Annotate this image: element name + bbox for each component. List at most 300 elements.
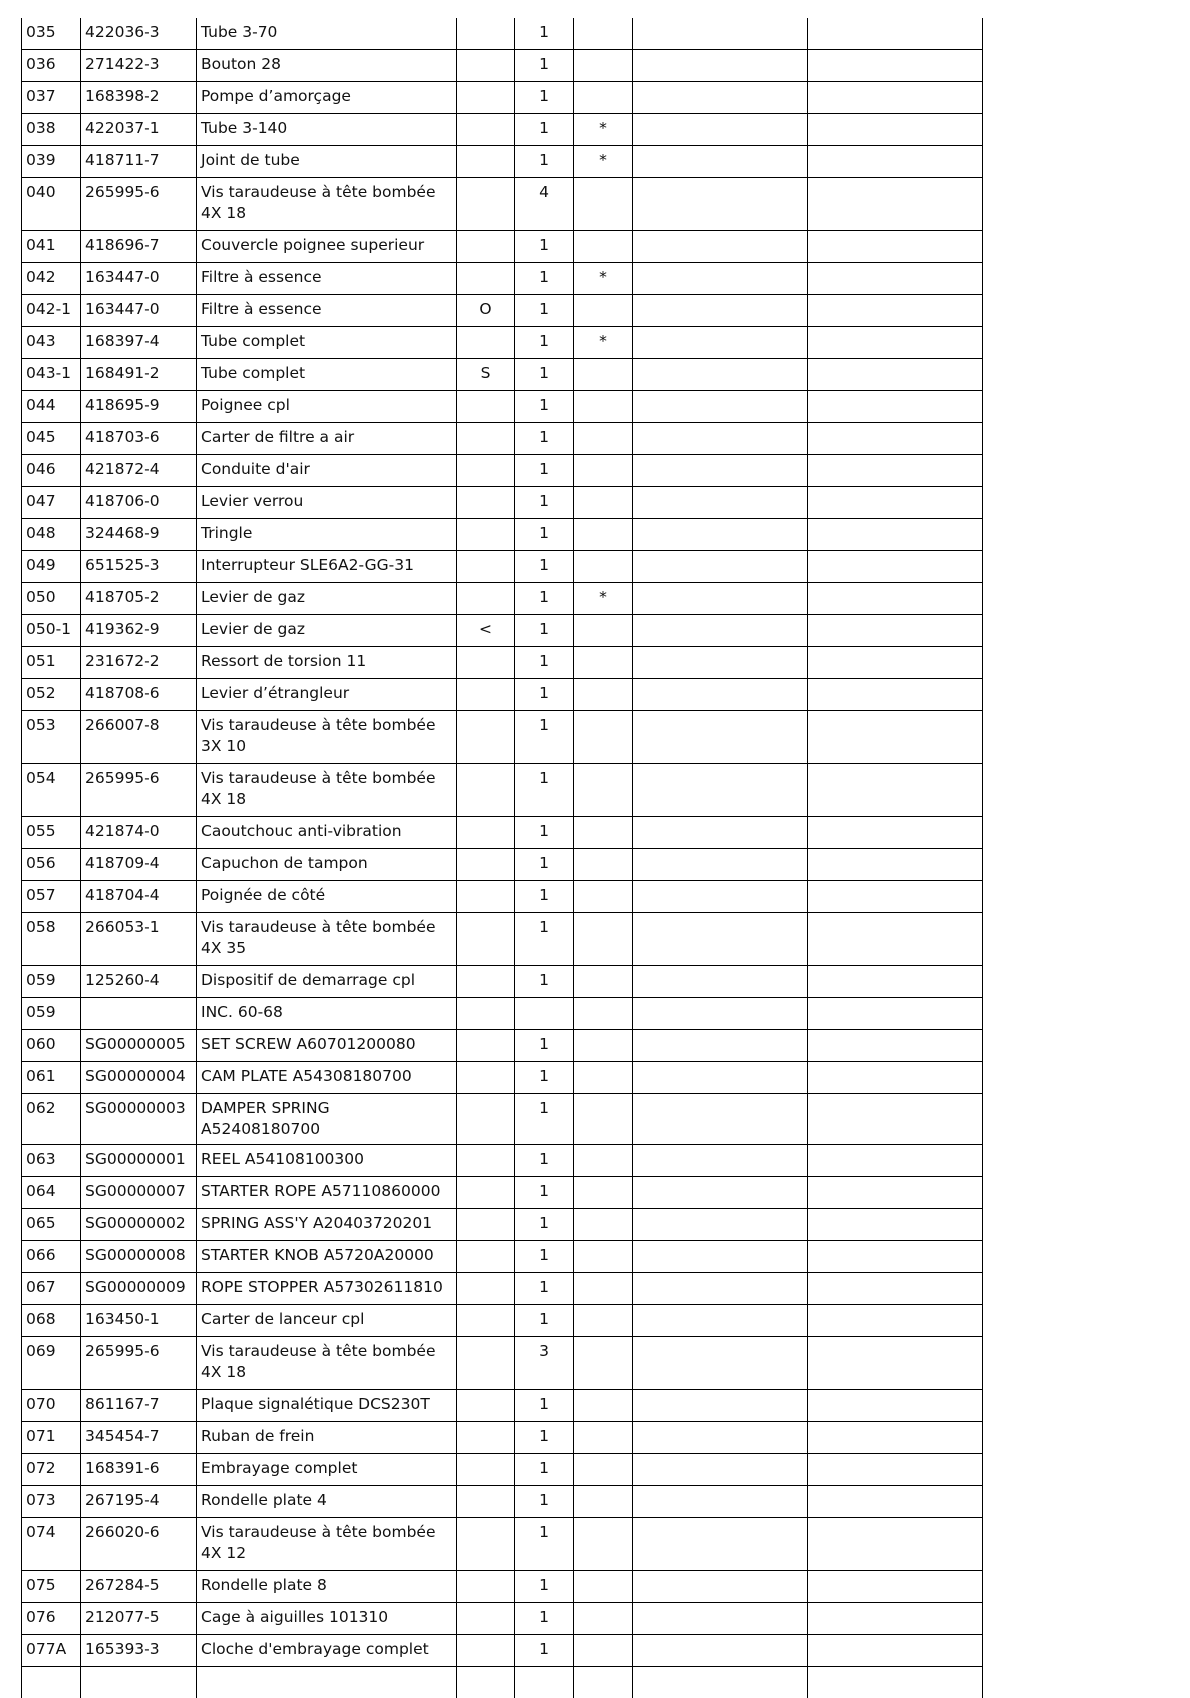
cell-extra-1 <box>633 455 808 487</box>
cell-mark <box>457 487 515 519</box>
cell-description: Tube 3-70 <box>197 18 457 50</box>
table-row <box>22 1305 983 1337</box>
cell-description: STARTER ROPE A57110860000 <box>197 1177 457 1209</box>
cell-extra-2 <box>808 295 983 327</box>
cell-item-no: 064 <box>22 1177 81 1209</box>
cell-qty: 1 <box>515 615 574 647</box>
cell-mark <box>457 178 515 231</box>
cell-item-no: 073 <box>22 1486 81 1518</box>
cell-extra-1 <box>633 1062 808 1094</box>
cell-item-no: 043 <box>22 327 81 359</box>
cell-description: Couvercle poignee superieur <box>197 231 457 263</box>
cell-star <box>574 764 633 817</box>
cell-description: Ressort de torsion 11 <box>197 647 457 679</box>
cell-extra-1 <box>633 1571 808 1603</box>
table-row <box>22 1273 983 1305</box>
cell-item-no: 049 <box>22 551 81 583</box>
cell-part-ref: 165393-3 <box>81 1635 197 1667</box>
cell-qty: 1 <box>515 1062 574 1094</box>
cell-qty <box>515 1667 574 1698</box>
cell-star <box>574 1390 633 1422</box>
cell-description: Cage à aiguilles 101310 <box>197 1603 457 1635</box>
cell-part-ref: SG00000008 <box>81 1241 197 1273</box>
cell-description: Filtre à essence <box>197 295 457 327</box>
cell-part-ref: 418705-2 <box>81 583 197 615</box>
cell-extra-1 <box>633 1422 808 1454</box>
cell-extra-1 <box>633 423 808 455</box>
cell-qty: 1 <box>515 1518 574 1571</box>
cell-qty: 3 <box>515 1337 574 1390</box>
cell-qty: 1 <box>515 583 574 615</box>
parts-list-sheet <box>21 18 983 1698</box>
cell-description <box>197 1667 457 1698</box>
cell-mark <box>457 1518 515 1571</box>
cell-part-ref: 168397-4 <box>81 327 197 359</box>
cell-extra-2 <box>808 359 983 391</box>
cell-star <box>574 487 633 519</box>
cell-description: Levier de gaz <box>197 583 457 615</box>
cell-part-ref: 168391-6 <box>81 1454 197 1486</box>
cell-extra-2 <box>808 1454 983 1486</box>
cell-item-no: 058 <box>22 913 81 966</box>
table-row <box>22 487 983 519</box>
cell-item-no: 063 <box>22 1145 81 1177</box>
cell-extra-2 <box>808 1603 983 1635</box>
table-row <box>22 1454 983 1486</box>
cell-qty: 1 <box>515 519 574 551</box>
cell-mark <box>457 18 515 50</box>
cell-item-no: 040 <box>22 178 81 231</box>
table-row <box>22 817 983 849</box>
cell-star <box>574 1667 633 1698</box>
cell-item-no: 065 <box>22 1209 81 1241</box>
cell-qty: 1 <box>515 82 574 114</box>
cell-extra-1 <box>633 711 808 764</box>
cell-mark <box>457 817 515 849</box>
cell-item-no: 055 <box>22 817 81 849</box>
cell-description: Ruban de frein <box>197 1422 457 1454</box>
cell-part-ref: 265995-6 <box>81 764 197 817</box>
cell-description: Joint de tube <box>197 146 457 178</box>
cell-extra-2 <box>808 1635 983 1667</box>
cell-extra-1 <box>633 487 808 519</box>
cell-mark <box>457 1454 515 1486</box>
cell-part-ref: 419362-9 <box>81 615 197 647</box>
cell-extra-2 <box>808 263 983 295</box>
cell-mark <box>457 1094 515 1145</box>
cell-qty: 1 <box>515 881 574 913</box>
cell-extra-1 <box>633 1486 808 1518</box>
cell-mark <box>457 1603 515 1635</box>
table-row <box>22 50 983 82</box>
cell-description: CAM PLATE A54308180700 <box>197 1062 457 1094</box>
cell-mark <box>457 551 515 583</box>
table-row <box>22 615 983 647</box>
cell-qty: 1 <box>515 1209 574 1241</box>
cell-star <box>574 519 633 551</box>
cell-mark <box>457 231 515 263</box>
cell-extra-2 <box>808 679 983 711</box>
cell-extra-2 <box>808 849 983 881</box>
cell-star <box>574 1454 633 1486</box>
cell-part-ref: 125260-4 <box>81 966 197 998</box>
cell-item-no: 057 <box>22 881 81 913</box>
cell-extra-2 <box>808 423 983 455</box>
cell-description: STARTER KNOB A5720A20000 <box>197 1241 457 1273</box>
cell-extra-2 <box>808 1518 983 1571</box>
cell-star <box>574 1603 633 1635</box>
cell-qty: 1 <box>515 50 574 82</box>
cell-part-ref: SG00000002 <box>81 1209 197 1241</box>
cell-description: SET SCREW A60701200080 <box>197 1030 457 1062</box>
cell-mark <box>457 1571 515 1603</box>
cell-extra-1 <box>633 1273 808 1305</box>
cell-extra-1 <box>633 998 808 1030</box>
cell-star <box>574 1273 633 1305</box>
cell-extra-1 <box>633 391 808 423</box>
cell-qty: 1 <box>515 679 574 711</box>
cell-extra-1 <box>633 1145 808 1177</box>
cell-mark <box>457 711 515 764</box>
cell-star <box>574 1177 633 1209</box>
cell-qty: 1 <box>515 1241 574 1273</box>
cell-item-no: 035 <box>22 18 81 50</box>
cell-mark <box>457 391 515 423</box>
cell-extra-2 <box>808 178 983 231</box>
cell-extra-1 <box>633 849 808 881</box>
cell-extra-2 <box>808 1337 983 1390</box>
cell-qty: 1 <box>515 849 574 881</box>
cell-part-ref: 168398-2 <box>81 82 197 114</box>
cell-qty: 1 <box>515 1094 574 1145</box>
cell-extra-1 <box>633 1337 808 1390</box>
cell-qty: 1 <box>515 114 574 146</box>
cell-part-ref: 345454-7 <box>81 1422 197 1454</box>
cell-part-ref: 418704-4 <box>81 881 197 913</box>
cell-item-no: 046 <box>22 455 81 487</box>
cell-mark <box>457 1062 515 1094</box>
cell-star <box>574 295 633 327</box>
cell-mark <box>457 327 515 359</box>
cell-item-no: 067 <box>22 1273 81 1305</box>
cell-qty: 1 <box>515 263 574 295</box>
table-row <box>22 263 983 295</box>
cell-item-no: 071 <box>22 1422 81 1454</box>
table-row <box>22 82 983 114</box>
cell-item-no: 056 <box>22 849 81 881</box>
cell-item-no: 039 <box>22 146 81 178</box>
cell-mark <box>457 764 515 817</box>
table-row <box>22 1177 983 1209</box>
cell-qty: 1 <box>515 18 574 50</box>
cell-qty: 1 <box>515 647 574 679</box>
cell-qty: 1 <box>515 146 574 178</box>
cell-description: Vis taraudeuse à tête bombée 4X 18 <box>197 764 457 817</box>
cell-description: Poignee cpl <box>197 391 457 423</box>
cell-extra-2 <box>808 647 983 679</box>
cell-star <box>574 178 633 231</box>
cell-part-ref: 324468-9 <box>81 519 197 551</box>
cell-extra-2 <box>808 881 983 913</box>
cell-star <box>574 359 633 391</box>
table-row <box>22 18 983 50</box>
table-row <box>22 1209 983 1241</box>
table-row <box>22 881 983 913</box>
cell-mark <box>457 1209 515 1241</box>
cell-qty: 1 <box>515 295 574 327</box>
cell-part-ref: 266053-1 <box>81 913 197 966</box>
cell-part-ref: 163447-0 <box>81 263 197 295</box>
cell-part-ref: 418709-4 <box>81 849 197 881</box>
cell-part-ref: SG00000004 <box>81 1062 197 1094</box>
cell-star <box>574 1337 633 1390</box>
cell-mark <box>457 1030 515 1062</box>
cell-extra-2 <box>808 391 983 423</box>
cell-description: Rondelle plate 4 <box>197 1486 457 1518</box>
cell-extra-2 <box>808 1241 983 1273</box>
cell-item-no <box>22 1667 81 1698</box>
cell-qty: 1 <box>515 487 574 519</box>
cell-item-no: 053 <box>22 711 81 764</box>
cell-extra-2 <box>808 1145 983 1177</box>
cell-qty: 1 <box>515 327 574 359</box>
cell-item-no: 062 <box>22 1094 81 1145</box>
cell-extra-2 <box>808 487 983 519</box>
table-row <box>22 1390 983 1422</box>
cell-qty: 1 <box>515 1177 574 1209</box>
cell-extra-2 <box>808 1094 983 1145</box>
cell-extra-1 <box>633 359 808 391</box>
cell-part-ref: 265995-6 <box>81 178 197 231</box>
cell-extra-1 <box>633 583 808 615</box>
cell-part-ref <box>81 1667 197 1698</box>
cell-star <box>574 1422 633 1454</box>
cell-star <box>574 1571 633 1603</box>
table-row <box>22 764 983 817</box>
table-row <box>22 583 983 615</box>
cell-description: Dispositif de demarrage cpl <box>197 966 457 998</box>
cell-qty: 1 <box>515 764 574 817</box>
cell-mark <box>457 881 515 913</box>
cell-description: Caoutchouc anti-vibration <box>197 817 457 849</box>
cell-item-no: 043-1 <box>22 359 81 391</box>
cell-item-no: 045 <box>22 423 81 455</box>
cell-item-no: 059 <box>22 966 81 998</box>
table-row <box>22 146 983 178</box>
cell-star <box>574 849 633 881</box>
cell-extra-2 <box>808 50 983 82</box>
cell-part-ref: 418703-6 <box>81 423 197 455</box>
cell-description: Pompe d’amorçage <box>197 82 457 114</box>
cell-mark <box>457 966 515 998</box>
table-row <box>22 1486 983 1518</box>
cell-star: * <box>574 263 633 295</box>
cell-star <box>574 1518 633 1571</box>
cell-star <box>574 551 633 583</box>
cell-qty: 1 <box>515 1571 574 1603</box>
cell-qty: 1 <box>515 1635 574 1667</box>
cell-star <box>574 913 633 966</box>
cell-item-no: 070 <box>22 1390 81 1422</box>
cell-part-ref: SG00000009 <box>81 1273 197 1305</box>
cell-part-ref: 212077-5 <box>81 1603 197 1635</box>
cell-description: Levier d’étrangleur <box>197 679 457 711</box>
cell-mark <box>457 998 515 1030</box>
cell-part-ref: 418708-6 <box>81 679 197 711</box>
cell-extra-2 <box>808 1486 983 1518</box>
cell-part-ref: 421874-0 <box>81 817 197 849</box>
cell-mark: < <box>457 615 515 647</box>
cell-extra-1 <box>633 1241 808 1273</box>
cell-item-no: 050 <box>22 583 81 615</box>
table-row <box>22 455 983 487</box>
cell-description: Tube complet <box>197 327 457 359</box>
cell-mark: S <box>457 359 515 391</box>
cell-extra-1 <box>633 50 808 82</box>
cell-part-ref: 422036-3 <box>81 18 197 50</box>
cell-mark <box>457 1241 515 1273</box>
cell-extra-2 <box>808 114 983 146</box>
cell-description: Tube complet <box>197 359 457 391</box>
table-row <box>22 1094 983 1145</box>
cell-qty: 1 <box>515 1603 574 1635</box>
cell-star <box>574 1030 633 1062</box>
cell-extra-2 <box>808 1062 983 1094</box>
cell-description: Vis taraudeuse à tête bombée 4X 18 <box>197 178 457 231</box>
table-row <box>22 391 983 423</box>
cell-mark: O <box>457 295 515 327</box>
table-row <box>22 711 983 764</box>
cell-part-ref: 266007-8 <box>81 711 197 764</box>
cell-description: Tube 3-140 <box>197 114 457 146</box>
cell-description: Carter de filtre a air <box>197 423 457 455</box>
cell-extra-1 <box>633 913 808 966</box>
table-row <box>22 1518 983 1571</box>
cell-star <box>574 647 633 679</box>
cell-extra-2 <box>808 1422 983 1454</box>
cell-star <box>574 1209 633 1241</box>
cell-extra-2 <box>808 1571 983 1603</box>
table-row <box>22 1635 983 1667</box>
cell-star <box>574 1486 633 1518</box>
cell-star: * <box>574 327 633 359</box>
cell-qty: 1 <box>515 1422 574 1454</box>
cell-description: Rondelle plate 8 <box>197 1571 457 1603</box>
cell-extra-2 <box>808 764 983 817</box>
cell-extra-1 <box>633 551 808 583</box>
cell-extra-2 <box>808 1305 983 1337</box>
cell-part-ref: SG00000005 <box>81 1030 197 1062</box>
cell-extra-2 <box>808 913 983 966</box>
cell-mark <box>457 1273 515 1305</box>
cell-part-ref: 267195-4 <box>81 1486 197 1518</box>
cell-qty: 1 <box>515 1486 574 1518</box>
cell-part-ref: 168491-2 <box>81 359 197 391</box>
cell-mark <box>457 647 515 679</box>
cell-mark <box>457 1422 515 1454</box>
cell-qty: 1 <box>515 817 574 849</box>
cell-extra-2 <box>808 583 983 615</box>
cell-extra-2 <box>808 1390 983 1422</box>
cell-extra-1 <box>633 1635 808 1667</box>
table-row <box>22 966 983 998</box>
cell-description: Bouton 28 <box>197 50 457 82</box>
cell-item-no: 052 <box>22 679 81 711</box>
cell-qty: 1 <box>515 1454 574 1486</box>
cell-mark <box>457 82 515 114</box>
cell-item-no: 047 <box>22 487 81 519</box>
cell-part-ref: 266020-6 <box>81 1518 197 1571</box>
table-row <box>22 295 983 327</box>
cell-item-no: 054 <box>22 764 81 817</box>
cell-extra-1 <box>633 327 808 359</box>
cell-description: ROPE STOPPER A57302611810 <box>197 1273 457 1305</box>
cell-star <box>574 231 633 263</box>
cell-star <box>574 711 633 764</box>
table-row <box>22 114 983 146</box>
table-row <box>22 231 983 263</box>
cell-qty: 1 <box>515 1030 574 1062</box>
cell-part-ref: 265995-6 <box>81 1337 197 1390</box>
cell-extra-2 <box>808 1177 983 1209</box>
table-row <box>22 849 983 881</box>
cell-description: Vis taraudeuse à tête bombée 4X 12 <box>197 1518 457 1571</box>
cell-description: Vis taraudeuse à tête bombée 4X 35 <box>197 913 457 966</box>
cell-part-ref: 418696-7 <box>81 231 197 263</box>
cell-qty <box>515 998 574 1030</box>
cell-star <box>574 817 633 849</box>
table-row <box>22 1145 983 1177</box>
cell-item-no: 051 <box>22 647 81 679</box>
cell-item-no: 077A <box>22 1635 81 1667</box>
table-row <box>22 1571 983 1603</box>
table-row <box>22 1337 983 1390</box>
cell-description: Cloche d'embrayage complet <box>197 1635 457 1667</box>
cell-description: INC. 60-68 <box>197 998 457 1030</box>
cell-qty: 1 <box>515 711 574 764</box>
cell-item-no: 038 <box>22 114 81 146</box>
cell-qty: 1 <box>515 966 574 998</box>
cell-item-no: 050-1 <box>22 615 81 647</box>
cell-extra-1 <box>633 146 808 178</box>
cell-star <box>574 679 633 711</box>
cell-extra-1 <box>633 1030 808 1062</box>
cell-extra-1 <box>633 679 808 711</box>
cell-mark <box>457 913 515 966</box>
cell-item-no: 066 <box>22 1241 81 1273</box>
parts-table <box>21 18 983 1698</box>
table-row <box>22 519 983 551</box>
cell-item-no: 041 <box>22 231 81 263</box>
cell-description: Vis taraudeuse à tête bombée 4X 18 <box>197 1337 457 1390</box>
cell-extra-1 <box>633 1603 808 1635</box>
cell-mark <box>457 1177 515 1209</box>
cell-mark <box>457 519 515 551</box>
table-row <box>22 998 983 1030</box>
cell-part-ref: SG00000003 <box>81 1094 197 1145</box>
cell-mark <box>457 1486 515 1518</box>
cell-star <box>574 82 633 114</box>
cell-star <box>574 1241 633 1273</box>
cell-qty: 1 <box>515 391 574 423</box>
cell-item-no: 044 <box>22 391 81 423</box>
cell-part-ref <box>81 998 197 1030</box>
cell-part-ref: 163450-1 <box>81 1305 197 1337</box>
cell-extra-2 <box>808 18 983 50</box>
cell-extra-1 <box>633 881 808 913</box>
cell-mark <box>457 1635 515 1667</box>
cell-star: * <box>574 146 633 178</box>
